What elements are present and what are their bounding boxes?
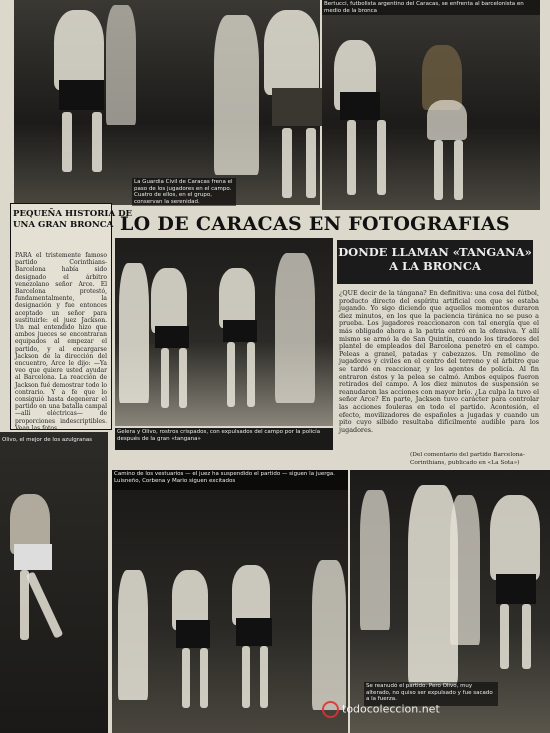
caption-bottom-right: Se reanudó el partido. Pero Olivo, muy alterado, no quiso ser expulsado y fue sacado a la fuerza. bbox=[364, 682, 498, 706]
tangana-credit-1: (Del comentario del partido Barcelona- bbox=[410, 452, 525, 458]
photo-bottom-right bbox=[350, 470, 550, 733]
sidebar-body: PARA el tristemente famoso partido Corinthians-Barcelona había sido designado el árbitro venezolano señor Arce. El Barcelona protestó, fundamentalmente, la designación y fue entonces aceptado un señor para sustituirle: el juez Jackson. Un mal entendido hizo que ambos jueces se encontraran equipados al empezar el partido, y al encargarse Jackson de la dirección del encuentro, Arce le dijo: —Ya veo que quiere usted ayudar al Barcelona. La reacción de Jackson fué demostrar todo lo contrario. Y a fe que lo consiguió hasta degenerar el partido en una batalla campal —allí eléctricas— de proporciones indescriptibles. Vean las fotos. bbox=[15, 252, 107, 432]
tangana-title-line2: A LA BRONCA bbox=[389, 259, 481, 273]
sidebar-box bbox=[10, 203, 133, 432]
caption-top-left: La Guardia Civil de Caracas frena el paso de los jugadores en el campo. Cuatro de ellos, en el grupo, conservan la serenidad. bbox=[132, 178, 236, 206]
caption-middle: Gelera y Olivo, rostros crispados, con expulsados del campo por la policía después de la gran «tangana» bbox=[115, 428, 333, 450]
caption-bottom-center: Camino de los vestuarios — el juez ha suspendido el partido — siguen la juerga. Luisneño, Corbena y Mario siguen excitados bbox=[112, 470, 348, 490]
watermark-text: todocoleccion.net bbox=[342, 702, 440, 716]
caption-top-right: Bertucci, futbolista argentino del Caracas, se enfrenta al barcelonista en medio de la bronca bbox=[322, 0, 540, 15]
photo-bottom-center bbox=[112, 470, 348, 733]
tangana-credit-2: Corinthians, publicado en «La Sota») bbox=[410, 460, 520, 466]
photo-top-left bbox=[14, 0, 320, 205]
caption-left-bottom: Olivo, el mejor de los azulgranas bbox=[2, 437, 93, 443]
main-title: LO DE CARACAS EN FOTOGRAFIAS bbox=[120, 213, 510, 235]
photo-middle bbox=[115, 238, 333, 426]
watermark-logo-icon bbox=[322, 701, 339, 718]
watermark bbox=[322, 701, 440, 718]
sidebar-title-line1: PEQUEÑA HISTORIA DE bbox=[13, 209, 133, 219]
sidebar-title-line2: UNA GRAN BRONCA bbox=[13, 220, 114, 230]
photo-top-right bbox=[322, 0, 540, 210]
tangana-body: ¿QUE decir de la tángana? En definitiva: una cosa del fútbol, producto directo del espíritu artificial con que se estaba jugando. Yo sigo diciendo que aquellos momentos duraron diez minutos, en los que la paciencia tiránica no se puso a prueba. Los jugadores reaccionaron con tal energía que el más obligado ahora a la patria entró en la ofensiva. Y allí mismo se armó la de San Quintín, cuando los tiradores del plantel de empleados del Barcelona penetró en el campo. Peleas a granel, patadas y cabezazos. Un remolino de jugadores y civiles en el centro del terreno y el árbitro que se tardó en reaccionar, y los agentes de policía. Al fin entraron éstos y la pelea se calmó. Ambos equipos fueron retirados del campo. A los diez minutos de suspensión se reanudaron las acciones con mayor brío. ¿La culpa la tuvo el señor Arce? En parte, Jackson tuvo carácter para controlar las acciones fouleras en todo el partido. Acontesión, el efecto, movilizadores de españoles a jugadas y cuando un pito cuyo silbido resultaba difícilmente audible para los jugadores. bbox=[339, 289, 539, 434]
photo-left-bottom bbox=[0, 432, 108, 733]
tangana-title-line1: DONDE LLAMAN «TANGANA» bbox=[338, 245, 532, 259]
tangana-title-box bbox=[337, 240, 533, 284]
